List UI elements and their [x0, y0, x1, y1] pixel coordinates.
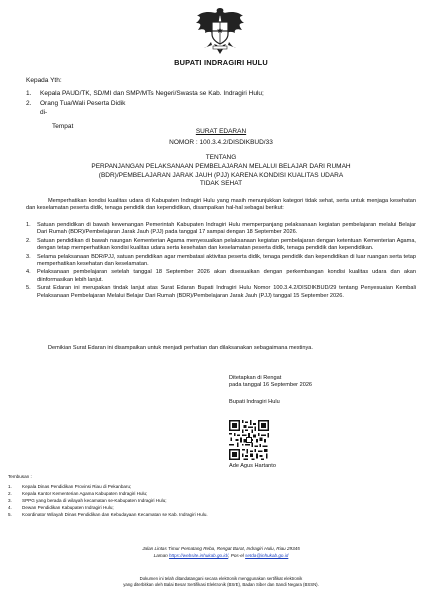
intro-paragraph: Memperhatikan kondisi kualitas udara di Kabupaten Indragiri Hulu yang masih menunjukkan kategori tidak sehat, serta untuk menjaga kesehatan dan keselamatan peserta didik, tenaga pendidik dan kependidikan, disampaikan hal-hal sebagai berikut:	[26, 198, 416, 212]
recipient-di: di-	[40, 109, 48, 116]
letter-number: NOMOR : 100.3.4.2/DISDIKBUD/33	[169, 139, 273, 146]
email-link[interactable]: setda@inhukab.go.id	[245, 553, 289, 558]
footer-address: Jalan Lintas Timur Pematang Reba, Rengat Barat, Indragiri Hulu, Riau 29345	[142, 546, 300, 551]
list-item: 5. Surat Edaran ini merupakan tindak lanjut atas Surat Edaran Bupati Indragiri Hulu Nomor 100.3.4.2/DISDIKBUD/29 tentang Penyesuaian Kembali Pelaksanaan Pembelajaran Melalui Belajar Dari Rumah (BDR)/Pembelajaran Jarak Jauh (PJJ) tanggal 15 September 2026.	[26, 285, 416, 299]
letter-subject	[0, 163, 442, 189]
signature-block	[229, 375, 419, 406]
list-item: 4. Pelaksanaan pembelajaran setelah tanggal 18 September 2026 akan disesuaikan dengan perkembangan kondisi kualitas udara dan akan diinformasikan lebih lanjut.	[26, 269, 416, 283]
list-item: 1. Satuan pendidikan di bawah kewenangan Pemerintah Kabupaten Indragiri Hulu memperpanjang pelaksanaan kegiatan pembelajaran melalui Belajar Dari Rumah (BDR)/Pembelajaran Jarak Jauh (PJJ) pada tanggal 17 sampai dengan 18 September 2026.	[26, 222, 416, 236]
list-item: 3. SPPG yang berada di wilayah kecamatan se-Kabupaten Indragiri Hulu;	[8, 498, 167, 503]
signature-place: Ditetapkan di Rengat	[229, 375, 282, 381]
letter-about-label: TENTANG	[205, 154, 237, 161]
list-item: 1. Kepala PAUD/TK, SD/MI dan SMP/MTs Negeri/Swasta se Kab. Indragiri Hulu;	[26, 90, 264, 97]
list-item: 1. Kepala Dinas Pendidikan Provinsi Riau di Pekanbaru;	[8, 484, 132, 489]
subject-line: (BDR)/PEMBELAJARAN JARAK JAUH (PJJ) KARENA KONDISI KUALITAS UDARA	[98, 171, 344, 179]
points-list	[26, 222, 416, 300]
letter-type: SURAT EDARAN	[195, 128, 247, 135]
cc-list	[8, 484, 428, 518]
website-link[interactable]: https://website.inhukab.go.id/	[168, 553, 229, 558]
closing-paragraph: Demikian Surat Edaran ini disampaikan untuk menjadi perhatian dan dilaksanakan sebagaimana mestinya.	[48, 345, 313, 351]
signer-name: Ade Agus Hartanto	[229, 463, 276, 469]
list-item: 3. Selama pelaksanaan BDR/PJJ, satuan pendidikan agar membatasi aktivitas peserta didik, tenaga pendidik dan kependidikan di luar ruangan serta tetap memperhatikan kesehatan dan keselamatan.	[26, 253, 416, 268]
garuda-emblem-icon	[194, 4, 246, 56]
qr-code-icon	[229, 420, 269, 460]
list-item: 2. Orang Tua/Wali Peserta Didik	[26, 100, 126, 107]
subject-line: TIDAK SEHAT	[199, 180, 243, 188]
recipients-label: Kepada Yth:	[26, 77, 62, 84]
e-signature-note: Dokumen ini telah ditandatangani secara elektronik menggunakan sertifikat elektronik yang diterbitkan oleh Balai Besar Sertifikasi Elektronik (BSrE), Badan Siber dan Sandi Negara (BSSN).	[123, 576, 319, 587]
list-item: 5. Koordinator Wilayah Dinas Pendidikan dan Kebudayaan Kecamatan se Kab. Indragiri Hulu.	[8, 512, 208, 517]
signature-date: pada tanggal 16 September 2026	[229, 382, 313, 389]
subject-line: PERPANJANGAN PELAKSANAAN PEMBELAJARAN MELALUI BELAJAR DARI RUMAH	[91, 163, 351, 170]
cc-label: Tembusan :	[8, 474, 32, 479]
recipients-list	[26, 90, 426, 110]
list-item: 4. Dewan Pendidikan Kabupaten Indragiri Hulu;	[8, 505, 114, 510]
agency-heading: BUPATI INDRAGIRI HULU	[174, 58, 268, 67]
signature-title: Bupati Indragiri Hulu	[229, 398, 280, 405]
list-item: 2. Satuan pendidikan di bawah naungan Kementerian Agama menyesuaikan pelaksanaan kegiatan pembelajaran dengan ketentuan Kementerian Agama, dengan tetap memperhatikan kondisi kualitas udara serta kesehatan dan keselamatan peserta didik, tenaga pendidik dan kependidikan.	[26, 237, 416, 252]
list-item: 2. Kepala Kantor Kementerian Agama Kabupaten Indragiri Hulu;	[8, 491, 148, 496]
recipient-place: Tempat	[52, 123, 74, 130]
footer-contact: Laman https://website.inhukab.go.id/, Pos-el setda@inhukab.go.id	[153, 553, 289, 558]
